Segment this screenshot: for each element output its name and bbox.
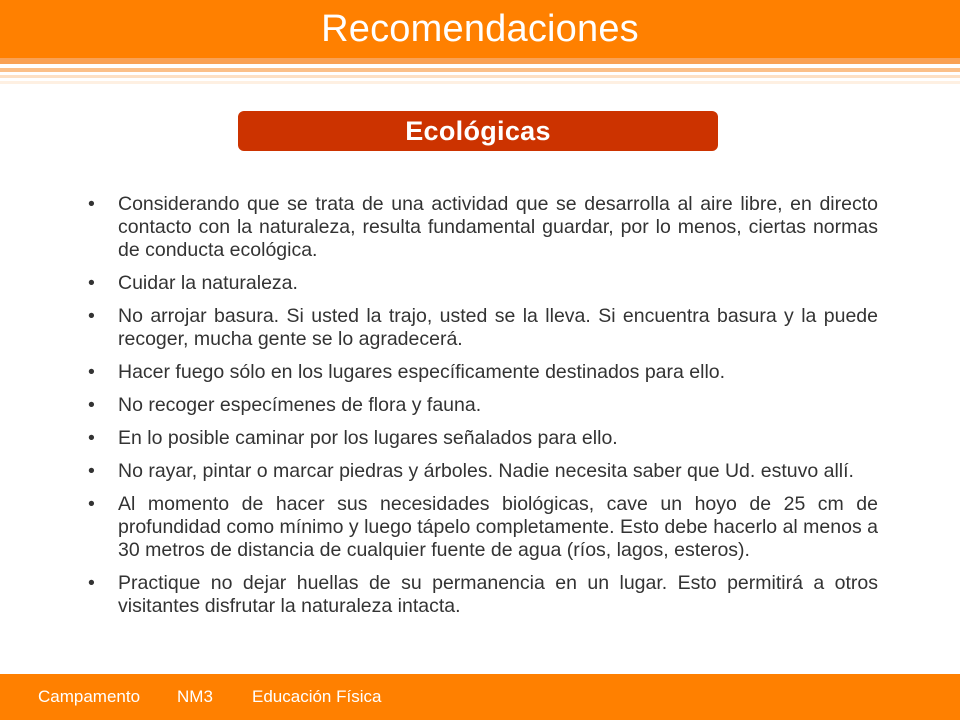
header-bar (0, 0, 960, 58)
list-item (88, 427, 878, 450)
list-item-text: Cuidar la naturaleza. (118, 272, 298, 294)
list-item (88, 305, 878, 351)
list-item (88, 361, 878, 384)
bullet-icon: • (88, 427, 95, 449)
list-item-text: Hacer fuego sólo en los lugares específicamente destinados para ello. (118, 361, 726, 383)
list-item (88, 394, 878, 417)
bullet-icon: • (88, 272, 95, 294)
bullet-icon: • (88, 460, 95, 482)
bullet-icon: • (88, 394, 95, 416)
list-item-text: No arrojar basura. Si usted la trajo, usted se la lleva. Si encuentra basura y la puede recoger, mucha gente se lo agradecerá. (118, 305, 878, 350)
section-title: Ecológicas (405, 116, 551, 146)
bullet-icon: • (88, 493, 95, 515)
list-item-text: Considerando que se trata de una actividad que se desarrolla al aire libre, en directo contacto con la naturaleza, resulta fundamental guardar, por lo menos, ciertas normas de conducta ecológica. (118, 193, 878, 261)
list-item-text: No rayar, pintar o marcar piedras y árboles. Nadie necesita saber que Ud. estuvo allí. (118, 460, 854, 482)
list-item-text: Practique no dejar huellas de su permanencia en un lugar. Esto permitirá a otros visitantes disfrutar la naturaleza intacta. (118, 572, 878, 617)
footer-bar (0, 674, 960, 720)
bullet-icon: • (88, 572, 95, 594)
bullet-icon: • (88, 361, 95, 383)
header-stripes (0, 58, 960, 84)
page-title: Recomendaciones (321, 8, 639, 50)
footer-level: NM3 (177, 687, 213, 706)
list-item (88, 493, 878, 562)
list-item (88, 572, 878, 618)
list-item-text: No recoger especímenes de flora y fauna. (118, 394, 482, 416)
recommendations-list (88, 193, 878, 628)
stripe (0, 81, 960, 84)
list-item (88, 460, 878, 483)
list-item-text: Al momento de hacer sus necesidades biológicas, cave un hoyo de 25 cm de profundidad como mínimo y luego tápelo completamente. Esto debe hacerlo al menos a 30 metros de distancia de cualquier fuente de agua (ríos, lagos, esteros). (118, 493, 878, 561)
list-item (88, 272, 878, 295)
footer-subject: Educación Física (252, 687, 382, 706)
bullet-icon: • (88, 193, 95, 215)
section-banner (238, 111, 718, 151)
list-item (88, 193, 878, 262)
list-item-text: En lo posible caminar por los lugares señalados para ello. (118, 427, 618, 449)
bullet-icon: • (88, 305, 95, 327)
footer-course: Campamento (38, 687, 141, 706)
